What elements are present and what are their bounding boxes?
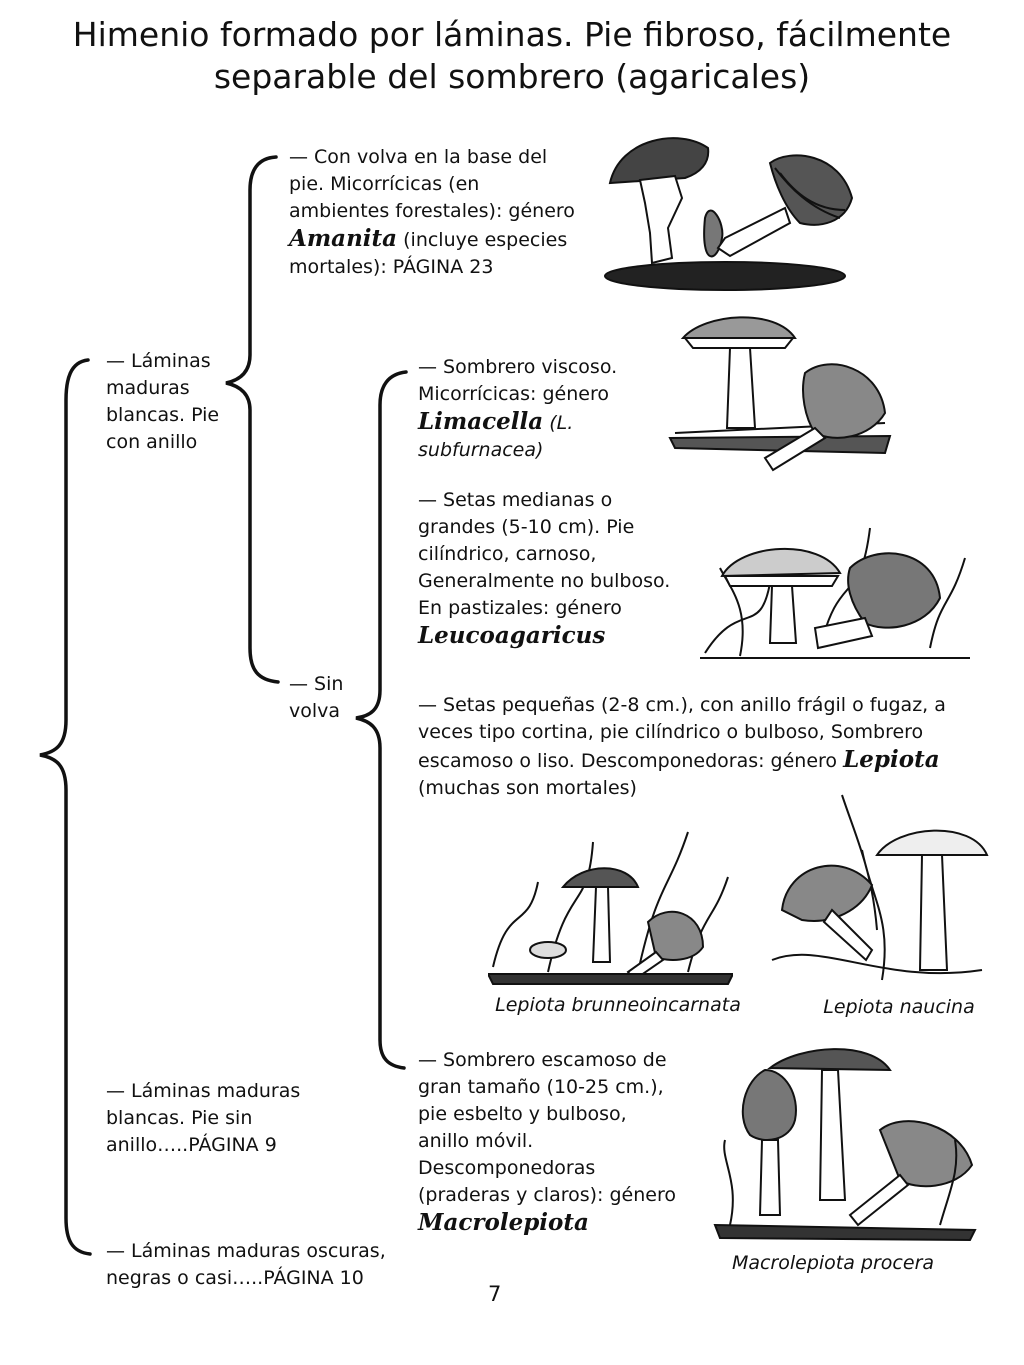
genus-leucoagaricus: Leucoagaricus (418, 622, 606, 649)
key-laminas-blancas-con-anillo: — Láminas maduras blancas. Pie con anillo (106, 350, 220, 453)
leuco-text: — Setas medianas o grandes (5-10 cm). Pie cilíndrico, carnoso, Generalmente no bulboso. En pastizales: género (418, 489, 671, 619)
key-macrolepiota (418, 1047, 678, 1238)
page-title: Himenio formado por láminas. Pie fibroso, fácilmente separable del sombrero (agaricales) (72, 15, 952, 96)
amanita-illustration (590, 128, 865, 298)
brace-main (40, 360, 90, 1254)
limacella-species: (L. subfurnacea) (418, 412, 574, 461)
caption-lepiota-brunneoincarnata: Lepiota brunneoincarnata (495, 994, 741, 1016)
genus-lepiota: Lepiota (843, 746, 940, 773)
limacella-text: — Sombrero viscoso. Micorrícicas: género (418, 356, 618, 405)
genus-macrolepiota: Macrolepiota (418, 1209, 589, 1236)
con-volva-text-post: (incluye especies mortales): PÁGINA 23 (289, 229, 568, 278)
key-con-volva (289, 144, 579, 281)
macro-text: — Sombrero escamoso de gran tamaño (10-25 cm.), pie esbelto y bulboso, anillo móvil. Descomponedoras (praderas y claros): género (418, 1049, 676, 1206)
key-limacella (418, 354, 658, 464)
leucoagaricus-illustration (700, 488, 970, 663)
caption-macrolepiota-procera: Macrolepiota procera (731, 1252, 935, 1274)
lepiota-naucina-illustration (762, 790, 992, 990)
lepiota-text: — Setas pequeñas (2-8 cm.), con anillo frágil o fugaz, a veces tipo cortina, pie cilíndrico o bulboso, Sombrero escamoso o liso. Descomponedoras: género (418, 694, 946, 772)
key-sin-volva: — Sin volva (289, 673, 344, 722)
lepiota-brunneoincarnata-illustration (488, 822, 733, 987)
genus-limacella: Limacella (418, 408, 544, 435)
caption-lepiota-naucina: Lepiota naucina (823, 996, 975, 1018)
key-laminas-oscuras: — Láminas maduras oscuras, negras o casi…..PÁGINA 10 (106, 1240, 386, 1289)
lepiota-text-post: (muchas son mortales) (418, 777, 637, 799)
page-number: 7 (488, 1282, 502, 1306)
macrolepiota-illustration (710, 1040, 980, 1245)
key-laminas-blancas-sin-anillo: — Láminas maduras blancas. Pie sin anillo…..PÁGINA 9 (106, 1080, 301, 1156)
limacella-illustration (665, 308, 895, 478)
brace-con-anillo (226, 157, 278, 682)
genus-amanita: Amanita (289, 225, 398, 252)
key-leucoagaricus (418, 487, 683, 651)
key-lepiota (418, 692, 998, 802)
con-volva-text: — Con volva en la base del pie. Micorrícicas (en ambientes forestales): género (289, 146, 575, 222)
